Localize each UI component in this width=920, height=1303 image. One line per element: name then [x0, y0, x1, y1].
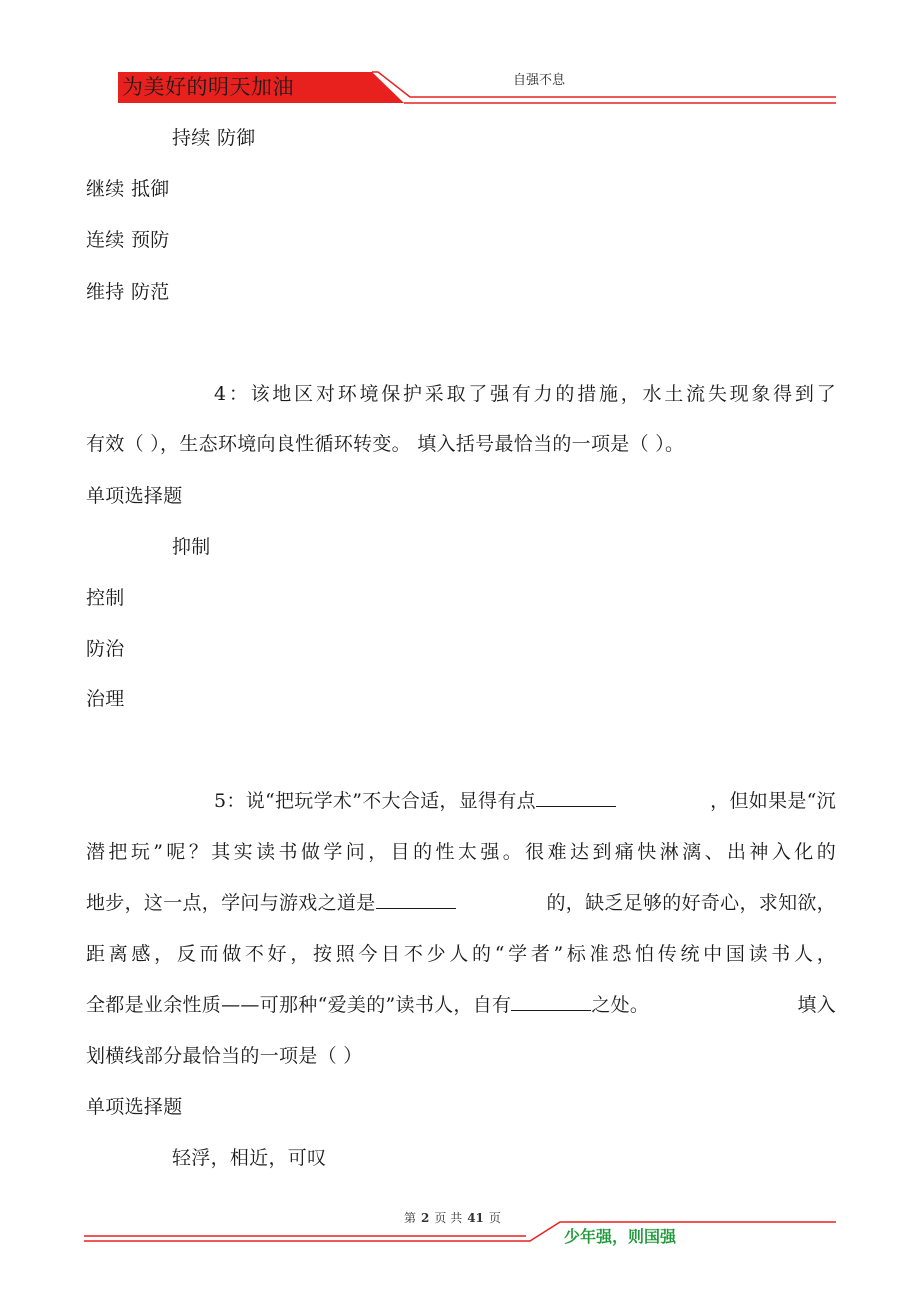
q5-stem-line-6: 划横线部分最恰当的一项是（ ）	[86, 1045, 363, 1067]
q3-option-b: 继续 抵御	[86, 178, 170, 200]
q5-option-a: 轻浮，相近，可叹	[172, 1147, 327, 1169]
q3-option-d: 维持 防范	[86, 281, 170, 303]
q4-question-type: 单项选择题	[86, 485, 183, 507]
q5-stem-line-3	[86, 890, 836, 916]
q5-stem-text-1a: 5：说“把玩学术”不大合适，显得有点	[214, 790, 536, 812]
q4-option-d: 治理	[86, 688, 125, 710]
q5-blank-3	[511, 992, 591, 1011]
q5-question-type: 单项选择题	[86, 1096, 183, 1118]
q5-stem-text-3b: 的，缺乏足够的好奇心，求知欲，	[546, 892, 836, 914]
q5-blank-2	[376, 890, 456, 909]
q5-stem-text-5a: 全都是业余性质——可那种“爱美的”读书人，自有	[86, 994, 512, 1016]
header-title: 为美好的明天加油	[122, 75, 294, 99]
page-middle: 页 共	[434, 1211, 463, 1225]
q4-option-c: 防治	[86, 638, 125, 660]
header-motto: 自强不息	[513, 73, 566, 88]
q3-option-c: 连续 预防	[86, 229, 170, 251]
q4-stem-line-1: 4：该地区对环境保护采取了强有力的措施，水土流失现象得到了	[214, 383, 836, 405]
q5-stem-text-5b: 之处。	[591, 994, 650, 1016]
q5-stem-line-5	[86, 992, 836, 1018]
page-current: 2	[421, 1211, 430, 1225]
header-decoration	[0, 0, 920, 120]
page-number	[404, 1210, 501, 1226]
q5-stem-line-2: 潜把玩”呢？其实读书做学问，目的性太强。很难达到痛快淋漓、出神入化的	[86, 841, 836, 863]
q3-option-a: 持续 防御	[172, 127, 256, 149]
q5-stem-text-1b: ，但如果是“沉	[710, 790, 836, 812]
q4-option-a: 抑制	[172, 536, 211, 558]
footer-slogan: 少年强，则国强	[564, 1227, 677, 1246]
page-suffix: 页	[488, 1211, 501, 1225]
page-prefix: 第	[404, 1211, 417, 1225]
q5-blank-1	[536, 788, 616, 807]
q5-stem-text-5c: 填入	[797, 994, 836, 1016]
q5-stem-text-3a: 地步，这一点，学问与游戏之道是	[86, 892, 376, 914]
header-rule-top	[372, 72, 836, 97]
q5-stem-line-1	[214, 788, 836, 814]
q4-stem-line-2: 有效（ ），生态环境向良性循环转变。 填入括号最恰当的一项是（ ）。	[86, 433, 685, 455]
q4-option-b: 控制	[86, 587, 125, 609]
page-total: 41	[467, 1211, 484, 1225]
q5-stem-line-4: 距离感，反而做不好，按照今日不少人的“学者”标准恐怕传统中国读书人，	[86, 943, 836, 965]
